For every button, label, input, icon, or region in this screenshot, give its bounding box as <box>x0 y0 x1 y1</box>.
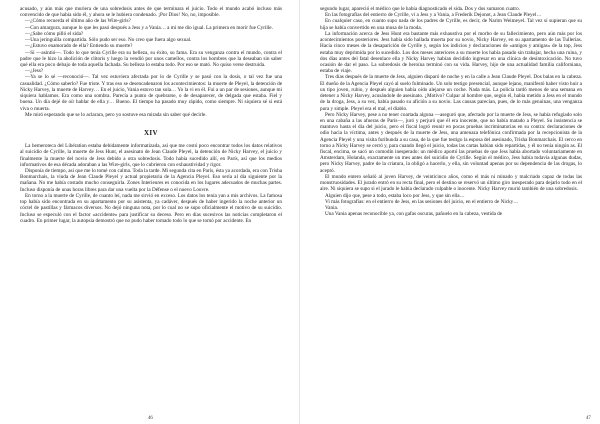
paragraph: En cualquier caso, en cuanto supo nada de los padres de Cyrille, es decir, de Narim Weimeyel. Tal vez sí supieran que su hija se había convertido en una musa de la moda. <box>320 18 582 31</box>
paragraph: —Ya se lo sé —reconoció—. Tal vez estuviera afectada por lo de Cyrille y se pasó con la dosis, o tal vez fue una casualidad. ¿Cómo saberlo? Fue triste. Y tras eso se desencadenaron los acontecimientos: la muerte de Pleyel, la detención de Nicky Harvey, la muerte de Harvey… En el juicio, Vania estuvo tan sola… Yo la vi en él. Fui a un par de sesiones, aunque mi siquiera hablamos. Era como una sombra. Parecía a punto de quebrarse, o de desaparecer, de delgada que estaba. Fiel y buena. Un día dejé de oír hablar de ella y… Bueno. El tiempo ha pasado muy rápido, como siempre. Ni siquiera sé si está viva o muerta. <box>20 74 282 112</box>
paragraph: Disponía de tiempo, así que me lo tomé con calma. Toda la tarde. Mi segunda cita en París, ésta ya acordada, era con Trisha Bonmarchais, la viuda de Jean Claude Pleyel y actual propietaria de la Agencia Pleyel. Eso sería al día siguiente por la mañana. No me había costado mucho conseguirla. Zones Interieures es conocida en los lugares adecuados de muchas partes. Incluso disponía de unas horas libres para dar una vuelta por la Défense o el nuevo Louvre. <box>20 168 282 193</box>
paragraph: Pero Nicky Harvey, pese a no tener coartada alguna —aseguró que, afectado por la muerte de Jess, se había refugiado solo en una cabaña a las afueras de París—, juró y perjuró que él era inocente, que no había matado a Pleyel. Su insistencia se mantuvo hasta el día del juicio, pero el fiscal logró reunir en pocas pruebas incriminatorias en su contra: declaraciones de odio hacia la víctima, antes y después de la muerte de Jess, una amenaza telefónica confirmada por la recepcionista de la Agencia Pleyel y una visita furibunda a su casa, de la que fue testigo la esposa del asesinado, Trisha Bonmarchais. El cerco en torno a Nicky Harvey se cerró y, para cuando llegó el juicio, todas las cartas habían sido repartidas, y él no tenía ningún as. El fiscal, encima, se sacó un comodín inesperado: un médico aportó las pruebas de que Jess había abortado voluntariamente en Amsterdam, Holanda, exactamente un mes antes del suicidio de Cyrille. Según el médico, Jess había todavía algunas dudas, pero Nicky Harvey, padre de la criatura, la obligó a hacerlo, y ella, sin voluntad apenas por su dependencia de las drogas, lo aceptó. <box>320 111 582 174</box>
paragraph: Vi más fotografías: en el entierro de Jess, en las sesiones del juicio, en el entierro de Nicky… <box>325 198 519 205</box>
paragraph: —Sí —asintió—. Todo lo que tenía Cyrille era su belleza, su éxito, su fama. Era su venganza contra el mundo, contra el padre que le hizo la abolición de clitoris y luego la vendió por unos camellos, contra los hombres que la deseaban sin saber qué ella era poco debajo de toda aquella fachada. Su belleza lo estaba todo. Por eso se mató. No quiso verse destruida. <box>20 49 282 68</box>
paragraph: —¿Sabe cómo pilló el sida? <box>25 30 84 37</box>
paragraph: Vania. <box>325 205 339 211</box>
right-text-column <box>320 6 582 217</box>
paragraph: —Con amargura, aunque lo que les pasó después a Jess y a Vania… a mí me dio igual. La primera en morir fue Cyrille. <box>25 24 273 31</box>
paragraph: Una Vania apenas reconocible ya, con gafas oscuras, pañuelo en la cabeza, vestida de <box>325 211 503 218</box>
right-page-number: 47 <box>586 416 591 421</box>
paragraph: acusado, y aún más que muriera de una sobredosis antes de que terminara el juicio. Todo el mundo acabó incluso más convencido de que había sido él, y ahora se le hubiera condenado. ¡Por Dios! No, no, imposible. <box>20 6 282 19</box>
paragraph: —¿Jess? <box>25 68 44 75</box>
left-paragraphs-after <box>20 143 282 224</box>
paragraph: La información acerca de Jess Hunt era bastante más exhaustiva por el morbo de su fallecimiento, pero aún más por los acontecimientos posteriores. Jess había sido hallada muerta por su novio, Nicky Harvey, en su apartamento de las Tullerías. Hacía cinco meses de la desaparición de Cyrille y, según los indicios y declaraciones de «amigos y amigas» de la top, Jess estaba muy deprimida por lo sucedido. Los dos meses anteriores a su muerte los había pasado sin trabajar, hecha una ruina, y dos días antes del fatal desenlace ella y Nicky Harvey habían decidido ingresar en una clínica de desintoxicación. No tuvo ocasión de dar el paso. La sobredosis de heroína terminó con su vida. Harvey, hijo de una actualidad familia californiana, estaba de viaje. <box>320 30 582 75</box>
paragraph: segundo lugar, apareció el médico que le había diagnosticado el sida. Dos y dos sumaron cuatro. <box>320 6 521 12</box>
paragraph: El mundo entero señaló al joven Harvey, de veinticinco años, como el más ni minado y malcriado capaz de todas las monstruosidades. El jurado entró en su recta final, pero el destino se reservó un último giro inesperado para dejarlo todo en el aire. Ni siquiera se supo si el jurado le había declarado culpable o inocente. Nicky Harvey murió también de una sobredosis. <box>320 173 582 193</box>
left-paragraphs-before <box>20 6 282 118</box>
paragraph: —¿Estuvo enamorado de ella? Entiendo su muerte? <box>25 43 133 50</box>
paragraph: Alguien dijo que, pese a todo, estaba loco por Jess, y que sin ella… <box>325 192 465 199</box>
paragraph: Tres días después de la muerte de Jess, alguien disparó de noche y en la calle a Jean Claude Pleyel. Dos balas en la cabeza. El dueño de la Agencia Pleyel cayó al suelo fulminado. Un solo testigo presencial, aunque lejano, manifestó haber visto huir a un tipo joven, rubio, y después alguien había oído alejarse un coche. Nada más. La policía tardó menos de una semana en detener a Nicky Harvey, acusándole de asesinato. ¿Motivo? Culpar al hombre que, según él, había metido a Jess en el mundo de la droga, Jess, a su vez, había pasado su afición a su novio. Las causas parecían, pues, de lo más genuinas, una venganza pura y simple. Pleyel era el mal, el diablo. <box>320 74 582 112</box>
paragraph: En las fotografías del entierro de Cyrille, vi a Jess y a Vania, a Frederik Dejonot, a Jean Claude Pleyel… <box>325 12 542 19</box>
paragraph: —¿Cómo recuerda el último año de las Wire-girls? <box>25 18 131 25</box>
chapter-heading: XIV <box>143 128 159 137</box>
paragraph: Me miró esperando que se lo aclarara, pero yo sostuve esa mirada sin saber qué decirle. <box>25 111 207 118</box>
left-page-number: 46 <box>148 416 153 421</box>
left-text-column <box>20 6 282 224</box>
paragraph: —Una jeringuilla compartida. Sólo pudo ser eso. No creo que fuera algo sexual. <box>25 37 192 44</box>
right-paragraphs <box>320 6 582 217</box>
right-page <box>300 0 600 424</box>
paragraph: En torno a la muerte de Cyrille, de cuanto leí, nada me sirvió en exceso. Los datos los tenía yan a mis archivos. La famosa top había sido encontrada en su apartamento por su asistenta, ya cadáver, después de haber ingerido la noche anterior un cóctel de pastillas y fármacos diversos. No dejó ninguna nota, por lo cual no se supo oficialmente el motivo de su suicidio. Incluso se especuló con el factor «accidente» para justificar su deceso. Pero en días sucesivos las noticias completaron el cuadro. En primer lugar, la autopsia demostró que no pudo haber tomado todo lo que se tomó por accidente. En <box>20 192 282 224</box>
paragraph: La hemeroteca del Libération estaba debidamente informatizada, así que me costó poco encontrar todos los datos relativos al suicidio de Cyrille, la muerte de Jess Hunt, el asesinato de Jean Claude Pleyel, la detención de Nicky Harvey, el juicio y finalmente la muerte del novio de Jess debido a otra sobredosis. Todo había sucedido allí, en París, así que los medios informativos de esa década adoraban a las Wire-girls, que lo cubrieron con exhaustividad y rigor. <box>20 143 282 168</box>
